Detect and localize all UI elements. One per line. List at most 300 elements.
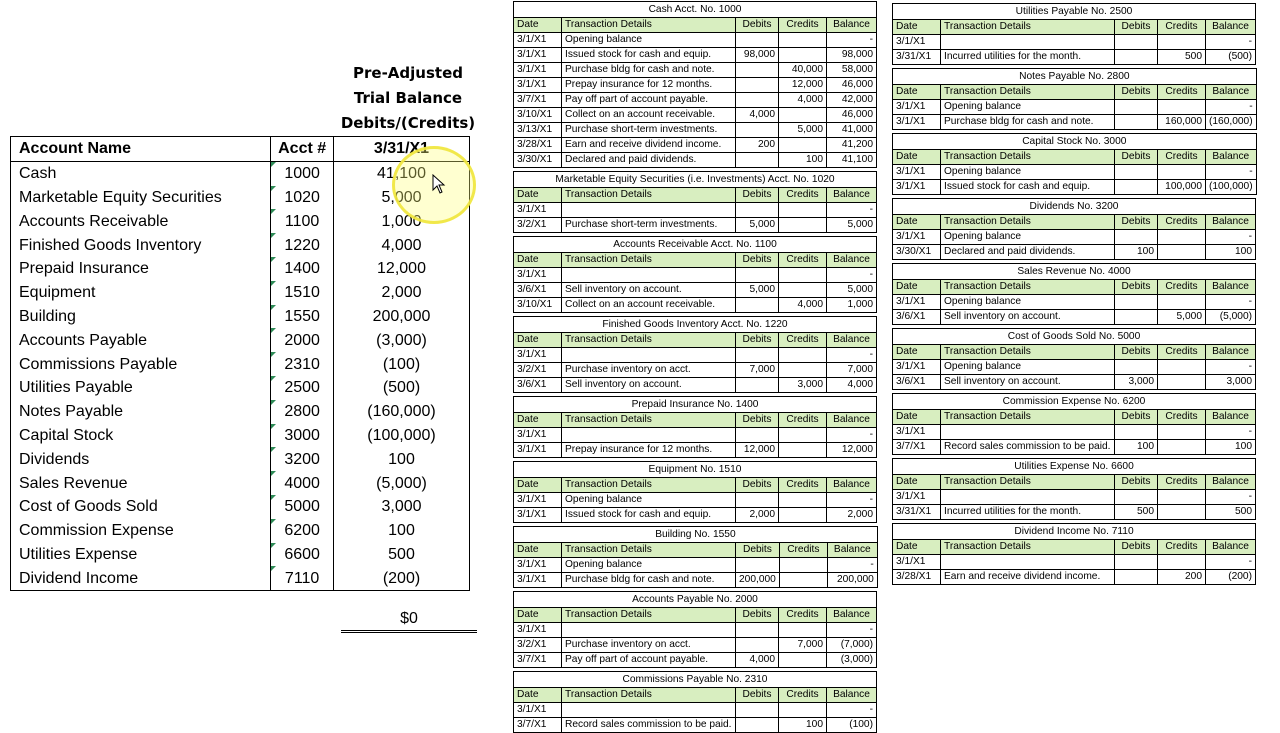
ledger-details-cell[interactable]: Declared and paid dividends.	[562, 153, 736, 168]
ledger-date-cell[interactable]: 3/13/X1	[514, 123, 562, 138]
acct-number-cell[interactable]: 1100	[271, 209, 334, 233]
ledger-balance-cell[interactable]: (7,000)	[827, 638, 877, 653]
ledger-row[interactable]	[514, 638, 877, 653]
ledger-details-cell[interactable]	[562, 428, 736, 443]
amount-cell[interactable]: 2,000	[334, 281, 470, 305]
ledger-details-cell[interactable]: Collect on an account receivable.	[562, 298, 736, 313]
ledger-balance-cell[interactable]: -	[827, 33, 877, 48]
account-name-cell[interactable]: Accounts Receivable	[11, 209, 271, 233]
ledger-credit-cell[interactable]	[779, 218, 827, 233]
ledger-row[interactable]	[514, 428, 877, 443]
ledger-balance-cell[interactable]: -	[827, 203, 877, 218]
ledger-date-cell[interactable]: 3/28/X1	[893, 570, 941, 585]
ledger-debit-cell[interactable]	[736, 638, 779, 653]
ledger-balance-cell[interactable]: 42,000	[827, 93, 877, 108]
acct-number-cell[interactable]: 1510	[271, 281, 334, 305]
ledger-credit-cell[interactable]	[1158, 35, 1206, 50]
ledger-date-cell[interactable]: 3/31/X1	[893, 505, 941, 520]
ledger-debit-cell[interactable]	[736, 493, 779, 508]
amount-cell[interactable]: (5,000)	[334, 471, 470, 495]
ledger-details-cell[interactable]	[562, 348, 736, 363]
ledger-credit-cell[interactable]	[779, 268, 827, 283]
ledger-row[interactable]	[893, 50, 1256, 65]
ledger-balance-cell[interactable]: 7,000	[827, 363, 877, 378]
ledger-credit-cell[interactable]	[779, 33, 827, 48]
ledger-details-cell[interactable]: Opening balance	[941, 230, 1115, 245]
ledger-credit-cell[interactable]	[779, 703, 827, 718]
ledger-debit-cell[interactable]: 2,000	[736, 508, 779, 523]
ledger-debit-cell[interactable]: 200,000	[736, 573, 780, 588]
ledger-row[interactable]	[514, 138, 877, 153]
ledger-row[interactable]	[514, 268, 877, 283]
ledger-balance-cell[interactable]: 58,000	[827, 63, 877, 78]
ledger-row[interactable]	[514, 508, 877, 523]
ledger-row[interactable]	[514, 703, 877, 718]
ledger-date-cell[interactable]: 3/1/X1	[514, 33, 562, 48]
ledger-credit-cell[interactable]	[779, 508, 827, 523]
ledger-balance-cell[interactable]: -	[1206, 490, 1256, 505]
ledger-credit-cell[interactable]	[1158, 440, 1206, 455]
ledger-row[interactable]	[893, 165, 1257, 180]
ledger-row[interactable]	[893, 375, 1256, 390]
ledger-details-cell[interactable]: Sell inventory on account.	[941, 310, 1115, 325]
account-name-cell[interactable]: Finished Goods Inventory	[11, 233, 271, 257]
ledger-date-cell[interactable]: 3/1/X1	[514, 558, 562, 573]
ledger-balance-cell[interactable]: (160,000)	[1206, 115, 1257, 130]
ledger-balance-cell[interactable]: 1,000	[827, 298, 877, 313]
ledger-credit-cell[interactable]	[1158, 100, 1206, 115]
ledger-row[interactable]	[514, 623, 877, 638]
ledger-details-cell[interactable]: Sell inventory on account.	[562, 283, 736, 298]
acct-number-cell[interactable]: 4000	[271, 471, 334, 495]
ledger-row[interactable]	[514, 348, 877, 363]
ledger-credit-cell[interactable]	[1158, 490, 1206, 505]
ledger-row[interactable]	[893, 295, 1256, 310]
ledger-details-cell[interactable]: Record sales commission to be paid.	[562, 718, 736, 733]
ledger-date-cell[interactable]: 3/1/X1	[893, 295, 941, 310]
ledger-row[interactable]	[893, 425, 1256, 440]
ledger-details-cell[interactable]: Pay off part of account payable.	[562, 93, 736, 108]
ledger-credit-cell[interactable]: 12,000	[779, 78, 827, 93]
ledger-debit-cell[interactable]	[1115, 360, 1158, 375]
amount-cell[interactable]: (500)	[334, 376, 470, 400]
ledger-row[interactable]	[893, 555, 1256, 570]
ledger-balance-cell[interactable]: (3,000)	[827, 653, 877, 668]
account-name-cell[interactable]: Cost of Goods Sold	[11, 495, 271, 519]
ledger-credit-cell[interactable]	[779, 108, 827, 123]
ledger-row[interactable]	[514, 363, 877, 378]
ledger-date-cell[interactable]: 3/1/X1	[514, 428, 562, 443]
ledger-credit-cell[interactable]: 100	[779, 153, 827, 168]
ledger-debit-cell[interactable]	[1115, 165, 1158, 180]
ledger-date-cell[interactable]: 3/10/X1	[514, 108, 562, 123]
ledger-row[interactable]	[514, 93, 877, 108]
amount-cell[interactable]: (200)	[334, 566, 470, 590]
ledger-balance-cell[interactable]: 41,200	[827, 138, 877, 153]
ledger-row[interactable]	[514, 63, 877, 78]
ledger-balance-cell[interactable]: -	[827, 623, 877, 638]
ledger-debit-cell[interactable]	[736, 93, 779, 108]
account-name-cell[interactable]: Notes Payable	[11, 400, 271, 424]
ledger-credit-cell[interactable]	[779, 428, 827, 443]
ledger-balance-cell[interactable]: -	[1206, 555, 1256, 570]
ledger-debit-cell[interactable]: 12,000	[736, 443, 779, 458]
ledger-credit-cell[interactable]	[779, 653, 827, 668]
ledger-credit-cell[interactable]	[1158, 375, 1206, 390]
acct-number-cell[interactable]: 2000	[271, 328, 334, 352]
ledger-details-cell[interactable]: Opening balance	[562, 558, 736, 573]
ledger-details-cell[interactable]: Pay off part of account payable.	[562, 653, 736, 668]
ledger-date-cell[interactable]: 3/1/X1	[514, 508, 562, 523]
ledger-credit-cell[interactable]	[1158, 230, 1206, 245]
ledger-debit-cell[interactable]	[736, 78, 779, 93]
acct-number-cell[interactable]: 3200	[271, 447, 334, 471]
ledger-debit-cell[interactable]	[736, 153, 779, 168]
ledger-debit-cell[interactable]	[1115, 35, 1158, 50]
ledger-details-cell[interactable]	[941, 425, 1115, 440]
trial-balance-row[interactable]	[11, 471, 470, 495]
ledger-debit-cell[interactable]	[1115, 115, 1158, 130]
account-name-cell[interactable]: Capital Stock	[11, 424, 271, 448]
amount-cell[interactable]: 5,000	[334, 186, 470, 210]
ledger-details-cell[interactable]: Prepay insurance for 12 months.	[562, 443, 736, 458]
ledger-credit-cell[interactable]: 200	[1158, 570, 1206, 585]
ledger-debit-cell[interactable]	[1115, 555, 1158, 570]
ledger-balance-cell[interactable]: (100,000)	[1206, 180, 1257, 195]
ledger-details-cell[interactable]	[562, 623, 736, 638]
acct-number-cell[interactable]: 6200	[271, 519, 334, 543]
ledger-debit-cell[interactable]	[736, 268, 779, 283]
ledger-date-cell[interactable]: 3/1/X1	[514, 78, 562, 93]
ledger-debit-cell[interactable]: 7,000	[736, 363, 779, 378]
trial-balance-row[interactable]	[11, 519, 470, 543]
ledger-row[interactable]	[893, 440, 1256, 455]
ledger-balance-cell[interactable]: -	[1206, 425, 1256, 440]
ledger-details-cell[interactable]: Purchase bldg for cash and note.	[941, 115, 1115, 130]
ledger-details-cell[interactable]: Purchase short-term investments.	[562, 123, 736, 138]
ledger-date-cell[interactable]: 3/2/X1	[514, 638, 562, 653]
ledger-debit-cell[interactable]	[1115, 50, 1158, 65]
ledger-credit-cell[interactable]: 7,000	[779, 638, 827, 653]
ledger-credit-cell[interactable]	[779, 573, 827, 588]
ledger-balance-cell[interactable]: 5,000	[827, 218, 877, 233]
acct-number-cell[interactable]: 1000	[271, 161, 334, 185]
ledger-debit-cell[interactable]	[736, 558, 780, 573]
ledger-debit-cell[interactable]	[736, 203, 779, 218]
ledger-details-cell[interactable]: Opening balance	[562, 493, 736, 508]
account-name-cell[interactable]: Sales Revenue	[11, 471, 271, 495]
ledger-details-cell[interactable]: Purchase short-term investments.	[562, 218, 736, 233]
ledger-date-cell[interactable]: 3/1/X1	[514, 703, 562, 718]
ledger-balance-cell[interactable]: 4,000	[827, 378, 877, 393]
ledger-date-cell[interactable]: 3/1/X1	[514, 48, 562, 63]
ledger-balance-cell[interactable]: -	[827, 428, 877, 443]
ledger-debit-cell[interactable]	[736, 703, 779, 718]
acct-number-cell[interactable]: 1020	[271, 186, 334, 210]
ledger-debit-cell[interactable]	[1115, 230, 1158, 245]
ledger-credit-cell[interactable]	[779, 48, 827, 63]
ledger-balance-cell[interactable]: -	[827, 558, 877, 573]
ledger-date-cell[interactable]: 3/6/X1	[893, 375, 941, 390]
trial-balance-row[interactable]	[11, 376, 470, 400]
ledger-balance-cell[interactable]: -	[1206, 165, 1257, 180]
ledger-date-cell[interactable]: 3/1/X1	[893, 230, 941, 245]
ledger-debit-cell[interactable]	[736, 63, 779, 78]
ledger-date-cell[interactable]: 3/6/X1	[514, 283, 562, 298]
ledger-row[interactable]	[893, 570, 1256, 585]
ledger-date-cell[interactable]: 3/1/X1	[514, 573, 562, 588]
ledger-credit-cell[interactable]	[779, 203, 827, 218]
ledger-debit-cell[interactable]: 3,000	[1115, 375, 1158, 390]
ledger-details-cell[interactable]: Opening balance	[562, 33, 736, 48]
ledger-details-cell[interactable]: Opening balance	[941, 295, 1115, 310]
ledger-credit-cell[interactable]	[779, 283, 827, 298]
ledger-details-cell[interactable]	[941, 490, 1115, 505]
ledger-date-cell[interactable]: 3/1/X1	[893, 165, 941, 180]
ledger-credit-cell[interactable]	[1158, 505, 1206, 520]
ledger-details-cell[interactable]: Purchase bldg for cash and note.	[562, 573, 736, 588]
ledger-credit-cell[interactable]: 5,000	[1158, 310, 1206, 325]
ledger-date-cell[interactable]: 3/6/X1	[514, 378, 562, 393]
account-name-cell[interactable]: Prepaid Insurance	[11, 257, 271, 281]
ledger-debit-cell[interactable]	[1115, 180, 1158, 195]
ledger-date-cell[interactable]: 3/7/X1	[514, 653, 562, 668]
amount-cell[interactable]: 500	[334, 543, 470, 567]
acct-number-cell[interactable]: 1220	[271, 233, 334, 257]
ledger-row[interactable]	[514, 218, 877, 233]
ledger-date-cell[interactable]: 3/7/X1	[893, 440, 941, 455]
ledger-debit-cell[interactable]	[736, 298, 779, 313]
ledger-debit-cell[interactable]	[736, 428, 779, 443]
amount-cell[interactable]: 41,100	[334, 161, 470, 185]
trial-balance-row[interactable]	[11, 447, 470, 471]
ledger-credit-cell[interactable]: 40,000	[779, 63, 827, 78]
ledger-credit-cell[interactable]	[779, 363, 827, 378]
ledger-date-cell[interactable]: 3/7/X1	[514, 93, 562, 108]
amount-cell[interactable]: 100	[334, 447, 470, 471]
ledger-row[interactable]	[514, 48, 877, 63]
ledger-date-cell[interactable]: 3/1/X1	[514, 203, 562, 218]
account-name-cell[interactable]: Cash	[11, 161, 271, 185]
ledger-balance-cell[interactable]: 12,000	[827, 443, 877, 458]
ledger-debit-cell[interactable]	[1115, 490, 1158, 505]
ledger-row[interactable]	[514, 78, 877, 93]
ledger-date-cell[interactable]: 3/6/X1	[893, 310, 941, 325]
ledger-balance-cell[interactable]: 46,000	[827, 108, 877, 123]
ledger-details-cell[interactable]: Earn and receive dividend income.	[941, 570, 1115, 585]
trial-balance-row[interactable]	[11, 233, 470, 257]
amount-cell[interactable]: 1,000	[334, 209, 470, 233]
ledger-row[interactable]	[514, 203, 877, 218]
ledger-date-cell[interactable]: 3/30/X1	[514, 153, 562, 168]
ledger-balance-cell[interactable]: 46,000	[827, 78, 877, 93]
amount-cell[interactable]: 200,000	[334, 305, 470, 329]
ledger-details-cell[interactable]: Declared and paid dividends.	[941, 245, 1115, 260]
ledger-details-cell[interactable]: Issued stock for cash and equip.	[562, 48, 736, 63]
ledger-debit-cell[interactable]: 200	[736, 138, 779, 153]
ledger-debit-cell[interactable]: 100	[1115, 440, 1158, 455]
ledger-balance-cell[interactable]: 2,000	[827, 508, 877, 523]
ledger-debit-cell[interactable]: 100	[1115, 245, 1158, 260]
ledger-row[interactable]	[893, 505, 1256, 520]
ledger-row[interactable]	[893, 245, 1256, 260]
amount-cell[interactable]: (100)	[334, 352, 470, 376]
ledger-date-cell[interactable]: 3/7/X1	[514, 718, 562, 733]
ledger-row[interactable]	[893, 360, 1256, 375]
ledger-date-cell[interactable]: 3/1/X1	[514, 623, 562, 638]
amount-cell[interactable]: (160,000)	[334, 400, 470, 424]
ledger-balance-cell[interactable]: 98,000	[827, 48, 877, 63]
trial-balance-row[interactable]	[11, 209, 470, 233]
ledger-debit-cell[interactable]: 4,000	[736, 653, 779, 668]
ledger-balance-cell[interactable]: 5,000	[827, 283, 877, 298]
ledger-details-cell[interactable]: Issued stock for cash and equip.	[562, 508, 736, 523]
ledger-credit-cell[interactable]: 160,000	[1158, 115, 1206, 130]
ledger-details-cell[interactable]: Sell inventory on account.	[562, 378, 736, 393]
account-name-cell[interactable]: Commissions Payable	[11, 352, 271, 376]
amount-cell[interactable]: 12,000	[334, 257, 470, 281]
ledger-debit-cell[interactable]	[736, 348, 779, 363]
ledger-row[interactable]	[514, 558, 878, 573]
ledger-credit-cell[interactable]: 100	[779, 718, 827, 733]
ledger-balance-cell[interactable]: -	[827, 268, 877, 283]
trial-balance-row[interactable]	[11, 495, 470, 519]
trial-balance-row[interactable]	[11, 424, 470, 448]
ledger-debit-cell[interactable]	[736, 123, 779, 138]
acct-number-cell[interactable]: 2310	[271, 352, 334, 376]
ledger-details-cell[interactable]: Purchase inventory on acct.	[562, 638, 736, 653]
acct-number-cell[interactable]: 3000	[271, 424, 334, 448]
ledger-balance-cell[interactable]: (5,000)	[1206, 310, 1256, 325]
ledger-balance-cell[interactable]: 41,000	[827, 123, 877, 138]
trial-balance-row[interactable]	[11, 305, 470, 329]
ledger-date-cell[interactable]: 3/1/X1	[893, 490, 941, 505]
ledger-details-cell[interactable]: Prepay insurance for 12 months.	[562, 78, 736, 93]
acct-number-cell[interactable]: 6600	[271, 543, 334, 567]
ledger-credit-cell[interactable]	[779, 623, 827, 638]
ledger-row[interactable]	[514, 123, 877, 138]
ledger-balance-cell[interactable]: 100	[1206, 245, 1256, 260]
ledger-credit-cell[interactable]: 3,000	[779, 378, 827, 393]
ledger-debit-cell[interactable]: 500	[1115, 505, 1158, 520]
ledger-credit-cell[interactable]	[779, 138, 827, 153]
ledger-row[interactable]	[514, 493, 877, 508]
ledger-row[interactable]	[514, 108, 877, 123]
acct-number-cell[interactable]: 7110	[271, 566, 334, 590]
ledger-balance-cell[interactable]: (500)	[1206, 50, 1256, 65]
account-name-cell[interactable]: Accounts Payable	[11, 328, 271, 352]
trial-balance-row[interactable]	[11, 566, 470, 590]
ledger-details-cell[interactable]: Incurred utilities for the month.	[941, 50, 1115, 65]
ledger-row[interactable]	[514, 573, 878, 588]
ledger-debit-cell[interactable]: 98,000	[736, 48, 779, 63]
amount-cell[interactable]: 100	[334, 519, 470, 543]
ledger-date-cell[interactable]: 3/1/X1	[893, 180, 941, 195]
ledger-credit-cell[interactable]	[779, 558, 827, 573]
ledger-details-cell[interactable]	[562, 703, 736, 718]
ledger-details-cell[interactable]	[562, 203, 736, 218]
ledger-details-cell[interactable]: Sell inventory on account.	[941, 375, 1115, 390]
ledger-credit-cell[interactable]: 4,000	[779, 298, 827, 313]
trial-balance-row[interactable]	[11, 257, 470, 281]
ledger-details-cell[interactable]: Issued stock for cash and equip.	[941, 180, 1115, 195]
ledger-balance-cell[interactable]: 100	[1206, 440, 1256, 455]
ledger-details-cell[interactable]: Purchase bldg for cash and note.	[562, 63, 736, 78]
ledger-row[interactable]	[893, 180, 1257, 195]
trial-balance-row[interactable]	[11, 328, 470, 352]
account-name-cell[interactable]: Commission Expense	[11, 519, 271, 543]
ledger-balance-cell[interactable]: (100)	[827, 718, 877, 733]
ledger-balance-cell[interactable]: -	[1206, 35, 1256, 50]
ledger-date-cell[interactable]: 3/31/X1	[893, 50, 941, 65]
ledger-debit-cell[interactable]: 5,000	[736, 283, 779, 298]
trial-balance-row[interactable]	[11, 400, 470, 424]
ledger-balance-cell[interactable]: -	[1206, 230, 1256, 245]
ledger-date-cell[interactable]: 3/1/X1	[893, 35, 941, 50]
amount-cell[interactable]: (100,000)	[334, 424, 470, 448]
ledger-details-cell[interactable]: Opening balance	[941, 360, 1115, 375]
ledger-balance-cell[interactable]: 500	[1206, 505, 1256, 520]
ledger-balance-cell[interactable]: 3,000	[1206, 375, 1256, 390]
ledger-credit-cell[interactable]	[1158, 245, 1206, 260]
account-name-cell[interactable]: Dividend Income	[11, 566, 271, 590]
ledger-credit-cell[interactable]	[779, 443, 827, 458]
ledger-balance-cell[interactable]: -	[827, 703, 877, 718]
ledger-debit-cell[interactable]: 4,000	[736, 108, 779, 123]
ledger-date-cell[interactable]: 3/28/X1	[514, 138, 562, 153]
ledger-details-cell[interactable]: Incurred utilities for the month.	[941, 505, 1115, 520]
ledger-details-cell[interactable]	[562, 268, 736, 283]
ledger-row[interactable]	[514, 298, 877, 313]
ledger-date-cell[interactable]: 3/2/X1	[514, 363, 562, 378]
acct-number-cell[interactable]: 1400	[271, 257, 334, 281]
ledger-row[interactable]	[893, 115, 1257, 130]
acct-number-cell[interactable]: 2800	[271, 400, 334, 424]
ledger-details-cell[interactable]: Opening balance	[941, 100, 1115, 115]
ledger-row[interactable]	[514, 33, 877, 48]
ledger-date-cell[interactable]: 3/1/X1	[514, 348, 562, 363]
account-name-cell[interactable]: Dividends	[11, 447, 271, 471]
ledger-credit-cell[interactable]	[1158, 555, 1206, 570]
ledger-balance-cell[interactable]: -	[827, 493, 877, 508]
amount-cell[interactable]: 4,000	[334, 233, 470, 257]
ledger-details-cell[interactable]: Opening balance	[941, 165, 1115, 180]
ledger-date-cell[interactable]: 3/1/X1	[893, 100, 941, 115]
ledger-row[interactable]	[893, 310, 1256, 325]
ledger-debit-cell[interactable]	[1115, 295, 1158, 310]
ledger-debit-cell[interactable]	[1115, 310, 1158, 325]
ledger-row[interactable]	[893, 100, 1257, 115]
ledger-balance-cell[interactable]: -	[827, 348, 877, 363]
ledger-debit-cell[interactable]	[736, 623, 779, 638]
ledger-row[interactable]	[514, 283, 877, 298]
ledger-date-cell[interactable]: 3/2/X1	[514, 218, 562, 233]
ledger-details-cell[interactable]: Earn and receive dividend income.	[562, 138, 736, 153]
amount-cell[interactable]: 3,000	[334, 495, 470, 519]
account-name-cell[interactable]: Equipment	[11, 281, 271, 305]
ledger-balance-cell[interactable]: (200)	[1206, 570, 1256, 585]
ledger-row[interactable]	[514, 653, 877, 668]
ledger-credit-cell[interactable]	[779, 348, 827, 363]
ledger-debit-cell[interactable]	[736, 378, 779, 393]
ledger-date-cell[interactable]: 3/1/X1	[514, 493, 562, 508]
acct-number-cell[interactable]: 5000	[271, 495, 334, 519]
ledger-date-cell[interactable]: 3/10/X1	[514, 298, 562, 313]
ledger-balance-cell[interactable]: 41,100	[827, 153, 877, 168]
ledger-row[interactable]	[893, 230, 1256, 245]
ledger-details-cell[interactable]	[941, 555, 1115, 570]
ledger-row[interactable]	[893, 35, 1256, 50]
